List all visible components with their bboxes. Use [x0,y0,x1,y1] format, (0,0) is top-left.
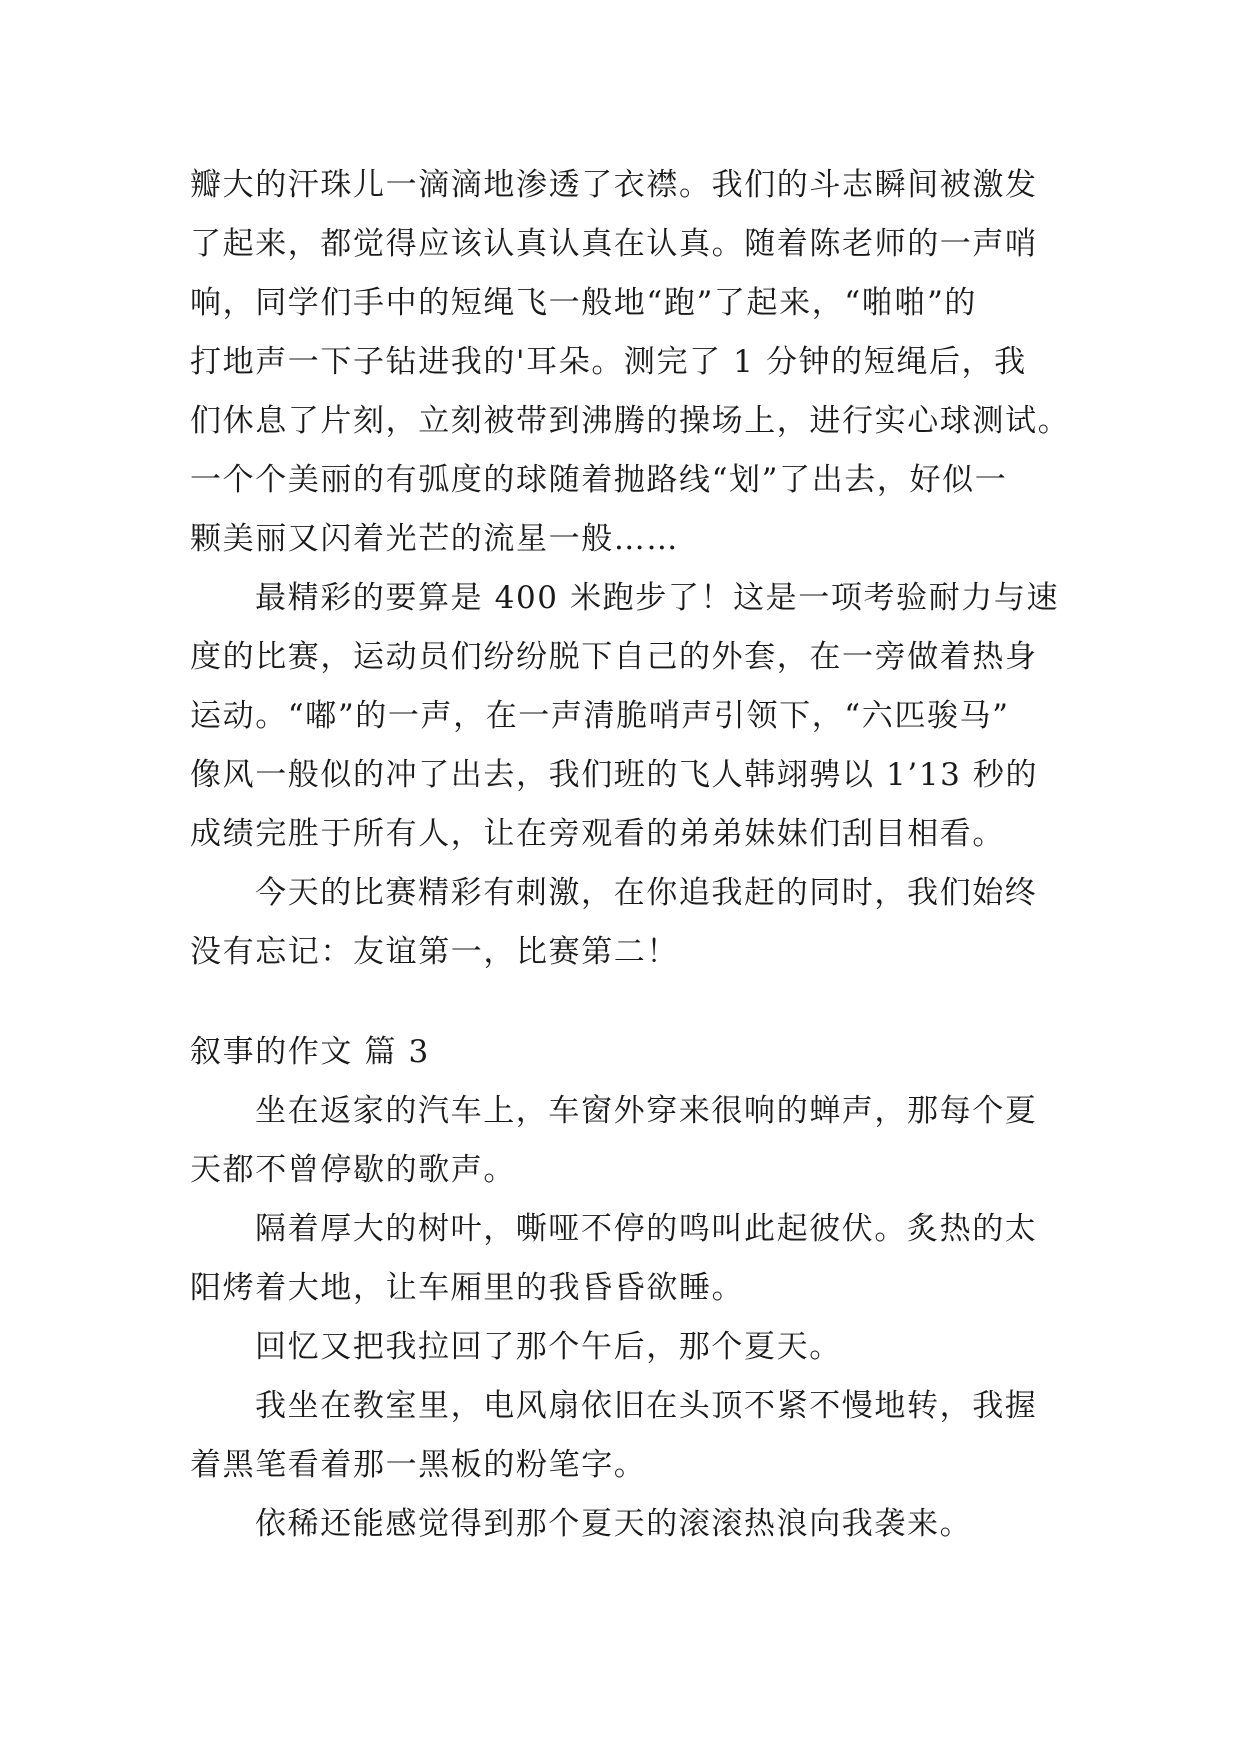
paragraph-start-line: 坐在返家的汽车上，车窗外穿来很响的蝉声，那每个夏 [255,1093,1038,1129]
paragraph-start-line: 我坐在教室里，电风扇依旧在头顶不紧不慢地转，我握 [255,1388,1038,1424]
text-line: 阳烤着大地，让车厢里的我昏昏欲睡。 [190,1270,745,1306]
text-line: 度的比赛，运动员们纷纷脱下自己的外套，在一旁做着热身 [190,639,1038,675]
text-line: 颗美丽又闪着光芒的流星一般…… [190,521,679,557]
paragraph-start-line: 依稀还能感觉得到那个夏天的滚滚热浪向我袭来。 [255,1506,973,1542]
text-line: 着黑笔看着那一黑板的粉笔字。 [190,1447,647,1483]
text-line: 天都不曾停歇的歌声。 [190,1152,516,1188]
paragraph-start-line: 回忆又把我拉回了那个午后，那个夏天。 [255,1329,842,1365]
text-line: 打地声一下子钻进我的'耳朵。测完了 1 分钟的短绳后，我 [190,344,1027,380]
text-line: 响，同学们手中的短绳飞一般地“跑”了起来，“啪啪”的 [190,285,977,321]
text-line: 像风一般似的冲了出去，我们班的飞人韩翊骋以 1’13 秒的 [190,757,1039,793]
text-line: 了起来，都觉得应该认真认真在认真。随着陈老师的一声哨 [190,226,1038,262]
text-line: 成绩完胜于所有人，让在旁观看的弟弟妹妹们刮目相看。 [190,816,1005,852]
text-line: 运动。“嘟”的一声，在一声清脆哨声引领下，“六匹骏马” [190,698,1010,734]
text-line: 一个个美丽的有弧度的球随着抛路线“划”了出去，好似一 [190,462,1008,498]
paragraph-start-line: 今天的比赛精彩有刺激，在你追我赶的同时，我们始终 [255,875,1038,911]
text-line: 们休息了片刻，立刻被带到沸腾的操场上，进行实心球测试。 [190,403,1071,439]
paragraph-start-line: 隔着厚大的树叶，嘶哑不停的鸣叫此起彼伏。炙热的太 [255,1211,1038,1247]
section-heading: 叙事的作文 篇 3 [190,1034,430,1070]
text-line: 瓣大的汗珠儿一滴滴地渗透了衣襟。我们的斗志瞬间被激发 [190,167,1038,203]
text-line: 没有忘记：友谊第一，比赛第二！ [190,934,679,970]
paragraph-start-line: 最精彩的要算是 400 米跑步了！这是一项考验耐力与速 [255,580,1060,616]
